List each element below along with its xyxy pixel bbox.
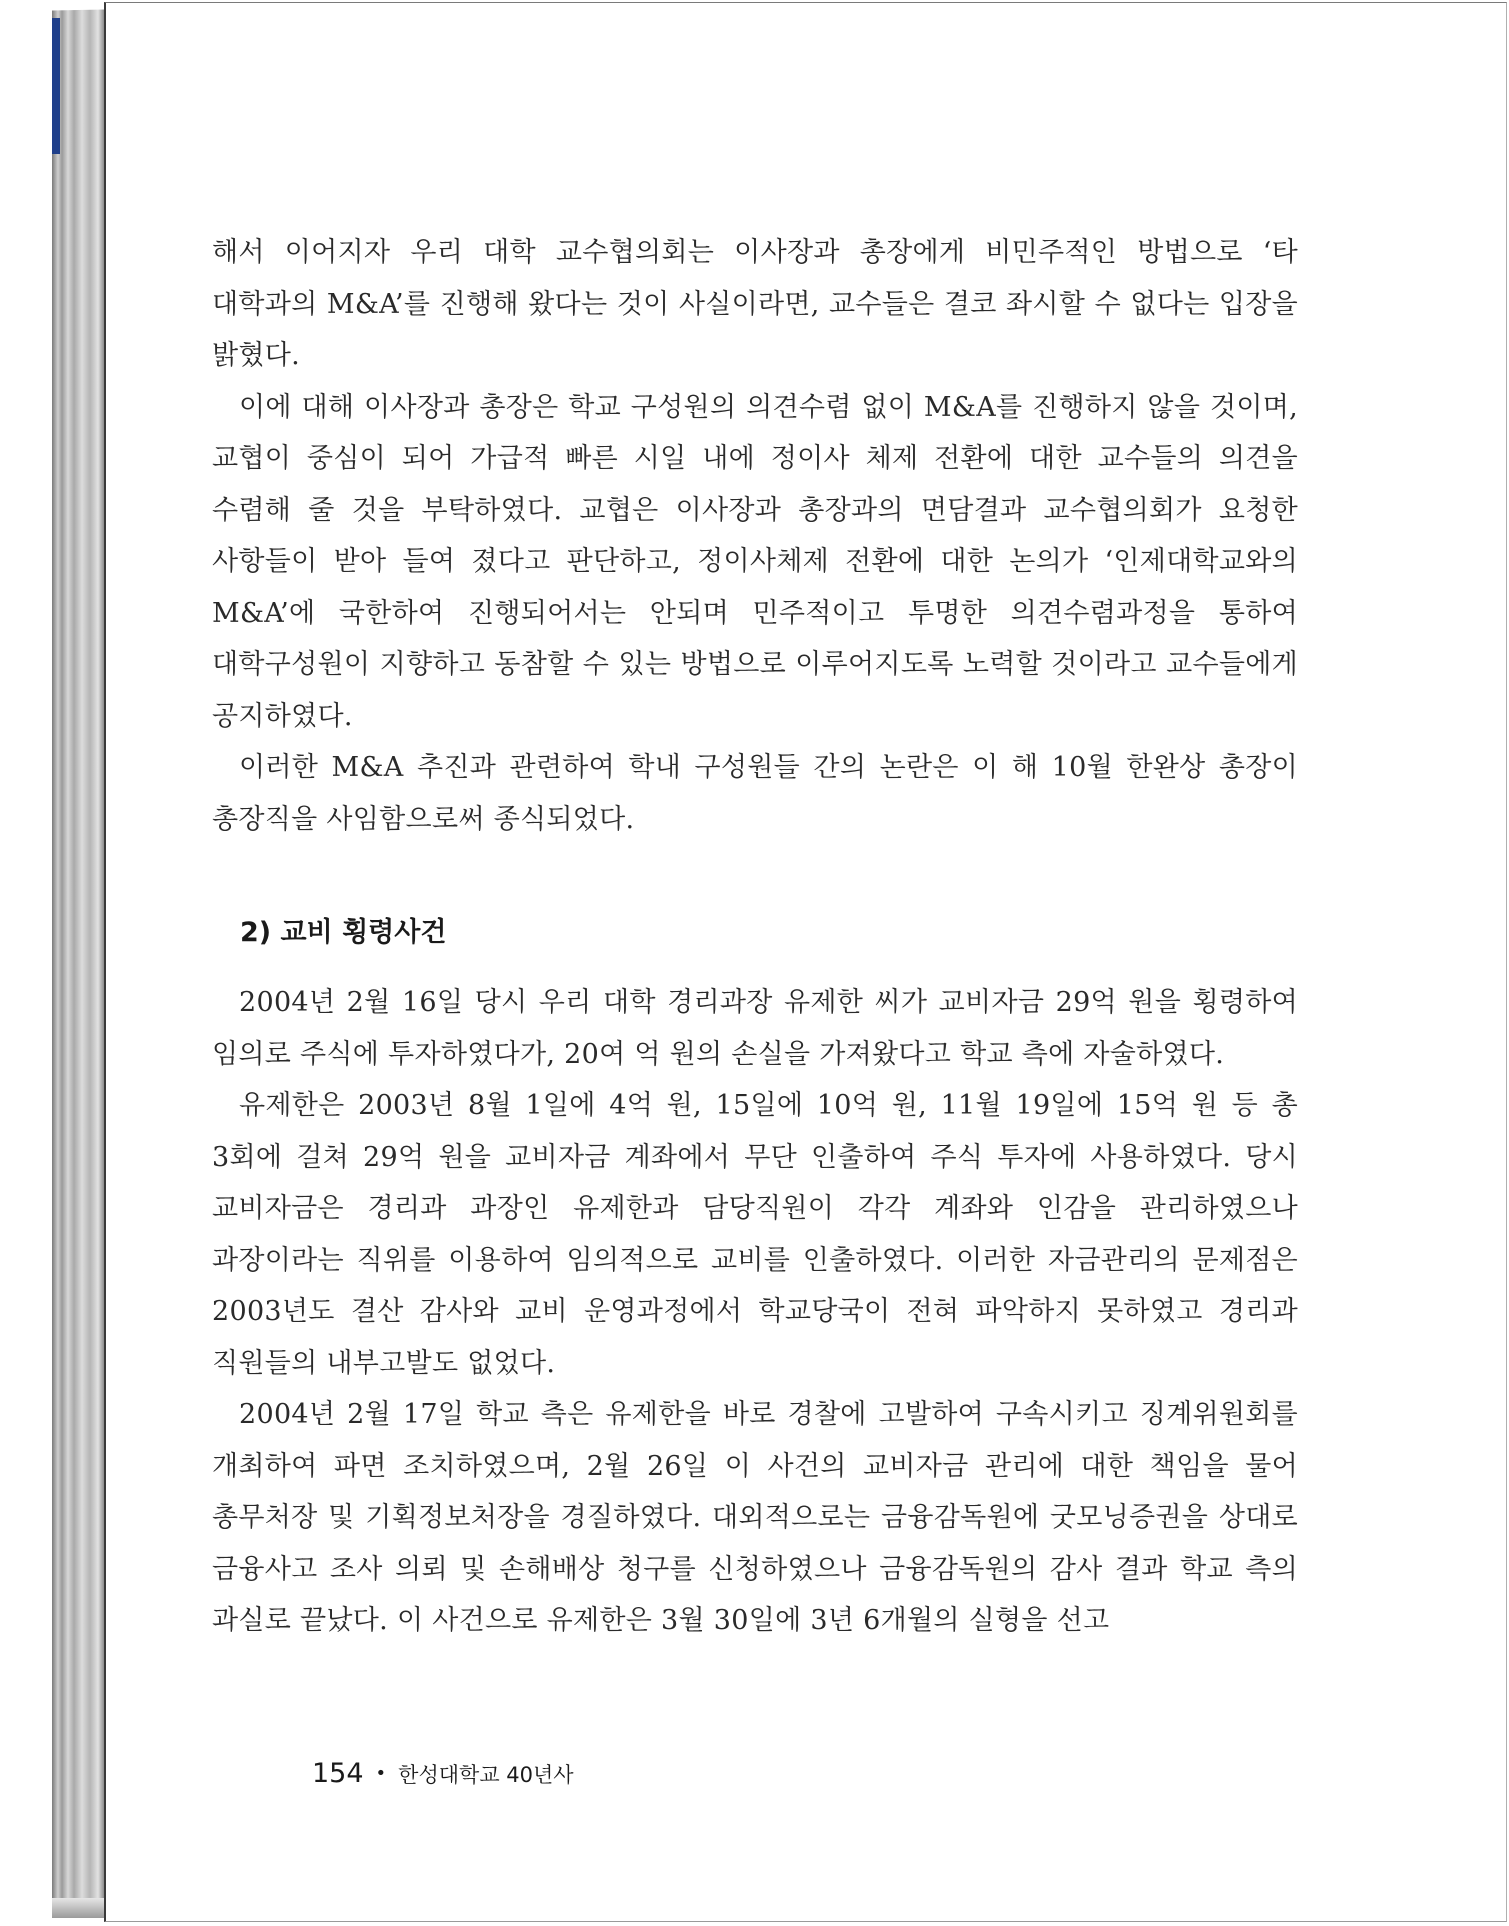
book-bottom-edge <box>52 1898 104 1918</box>
section-gap <box>212 845 1298 907</box>
page-body <box>212 227 1298 1647</box>
book-page-edges <box>52 9 104 1915</box>
section-heading: 2) 교비 횡령사건 <box>240 917 447 948</box>
paragraph-intro-1: 해서 이어지자 우리 대학 교수협의회는 이사장과 총장에게 비민주적인 방법으로 ‘타 대학과의 M&A’를 진행해 왔다는 것이 사실이라면, 교수들은 결코 좌시할 수 없다는 입장을 밝혔다. <box>212 237 1298 371</box>
paragraph-section-1: 2004년 2월 16일 당시 우리 대학 경리과장 유제한 씨가 교비자금 29억 원을 횡령하여 임의로 주식에 투자하였다가, 20여 억 원의 손실을 가져왔다고 학교 측에 자술하였다. <box>212 987 1298 1070</box>
paragraph-section-3: 2004년 2월 17일 학교 측은 유제한을 바로 경찰에 고발하여 구속시키고 징계위원회를 개최하여 파면 조치하였으며, 2월 26일 이 사건의 교비자금 관리에 대한 책임을 물어 총무처장 및 기획정보처장을 경질하였다. 대외적으로는 금융감독원에 굿모닝증권을 상대로 금융사고 조사 의뢰 및 손해배상 청구를 신청하였으나 금융감독원의 감사 결과 학교 측의 과실로 끝났다. 이 사건으로 유제한은 3월 30일에 3년 6개월의 실형을 선고 <box>212 1399 1298 1636</box>
page-footer <box>312 1758 574 1789</box>
book-cover-edge <box>52 18 60 154</box>
paragraph-intro-3: 이러한 M&A 추진과 관련하여 학내 구성원들 간의 논란은 이 해 10월 한완상 총장이 총장직을 사임함으로써 종식되었다. <box>212 752 1298 835</box>
book-title: 한성대학교 40년사 <box>398 1763 574 1787</box>
page-number: 154 <box>312 1758 364 1789</box>
paragraph-intro-2: 이에 대해 이사장과 총장은 학교 구성원의 의견수렴 없이 M&A를 진행하지 않을 것이며, 교협이 중심이 되어 가급적 빠른 시일 내에 정이사 체제 전환에 대한 교수들의 의견을 수렴해 줄 것을 부탁하였다. 교협은 이사장과 총장과의 면담결과 교수협의회가 요청한 사항들이 받아 들여 졌다고 판단하고, 정이사체제 전환에 대한 논의가 ‘인제대학교와의 M&A’에 국한하여 진행되어서는 안되며 민주적이고 투명한 의견수렴과정을 통하여 대학구성원이 지향하고 동참할 수 있는 방법으로 이루어지도록 노력할 것이라고 교수들에게 공지하였다. <box>212 391 1298 732</box>
footer-bullet: • <box>375 1763 387 1784</box>
paragraph-section-2: 유제한은 2003년 8월 1일에 4억 원, 15일에 10억 원, 11월 19일에 15억 원 등 총 3회에 걸쳐 29억 원을 교비자금 계좌에서 무단 인출하여 주식 투자에 사용하였다. 당시 교비자금은 경리과 과장인 유제한과 담당직원이 각각 계좌와 인감을 관리하였으나 과장이라는 직위를 이용하여 임의적으로 교비를 인출하였다. 이러한 자금관리의 문제점은 2003년도 결산 감사와 교비 운영과정에서 학교당국이 전혀 파악하지 못하였고 경리과 직원들의 내부고발도 없었다. <box>212 1090 1298 1379</box>
